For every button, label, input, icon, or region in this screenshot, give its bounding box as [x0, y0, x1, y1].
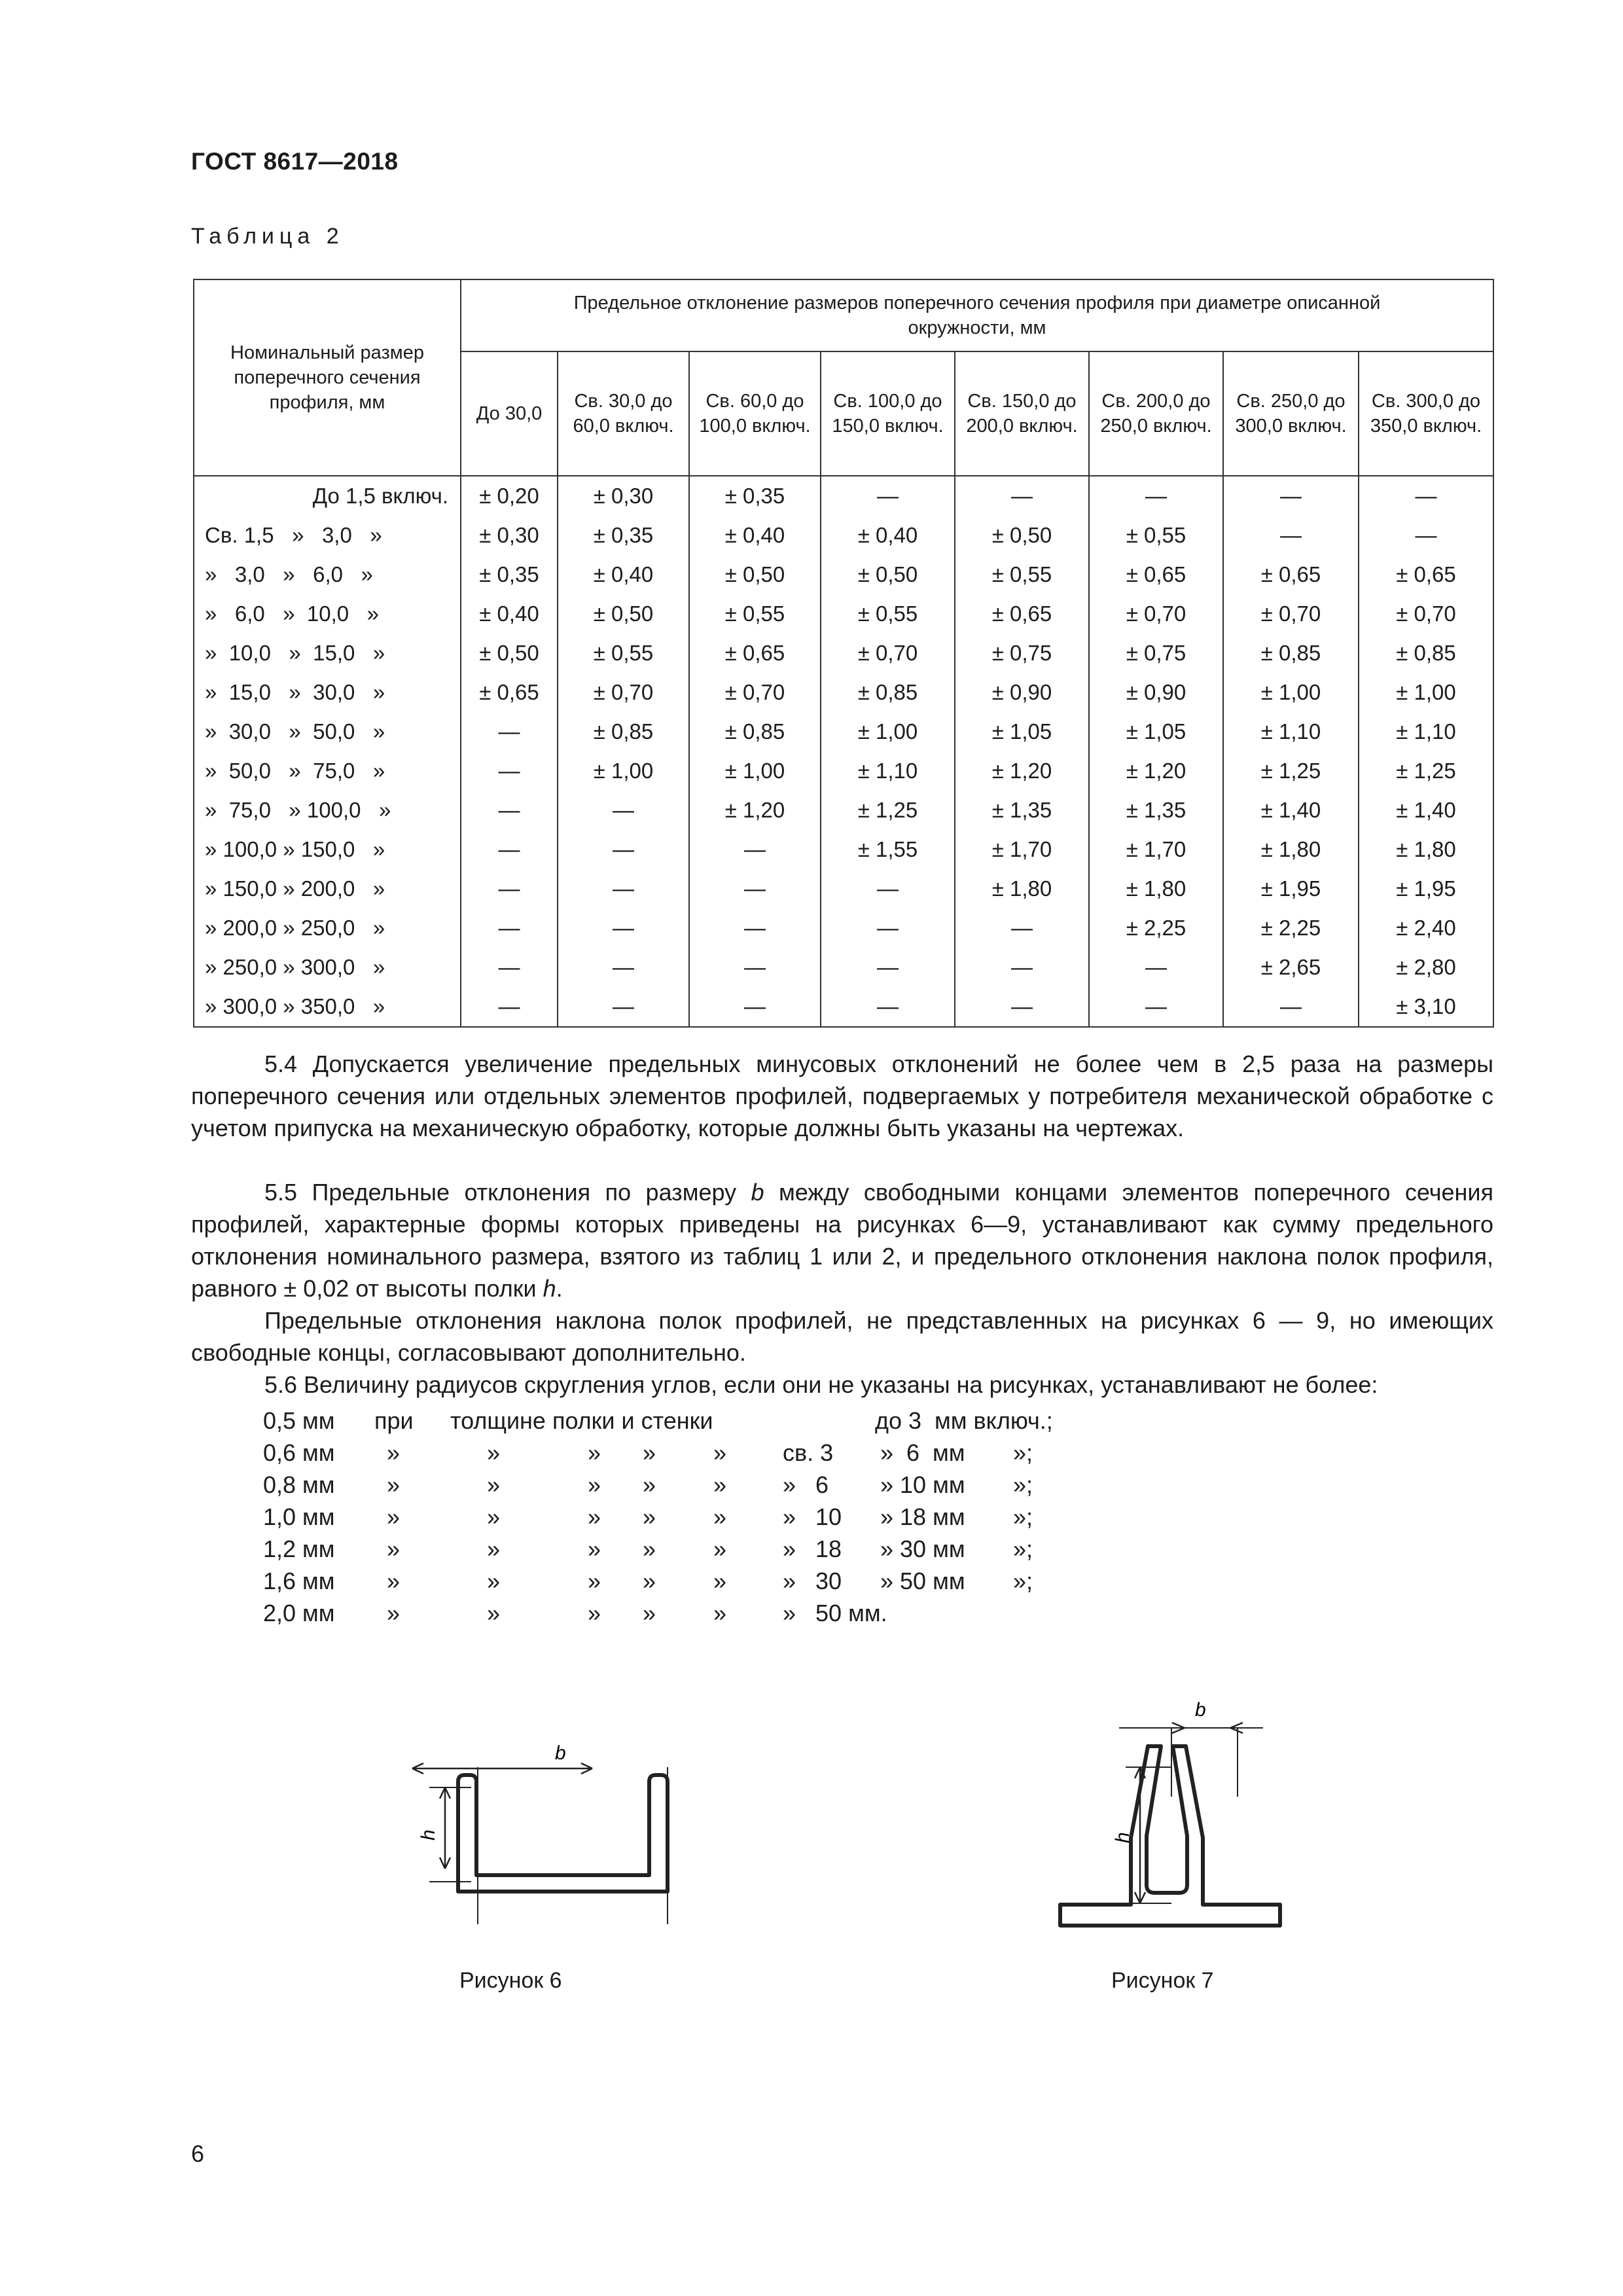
radius-q3: »	[588, 1471, 601, 1498]
table-cell: ± 1,80	[1223, 830, 1359, 869]
table-cell: —	[558, 830, 689, 869]
table-row	[194, 594, 1493, 634]
table-cell: ± 1,80	[1359, 830, 1493, 869]
table-cell: ± 0,50	[689, 555, 821, 594]
table-cell: ± 0,40	[558, 555, 689, 594]
table-cell: ± 1,55	[821, 830, 955, 869]
radius-to: » 30 мм	[880, 1535, 965, 1562]
table-cell: —	[821, 948, 955, 987]
paragraph-5-4	[191, 1048, 1493, 1144]
radius-q4: »	[643, 1503, 656, 1530]
radius-to: » 18 мм	[880, 1503, 965, 1530]
table-cell: —	[461, 751, 558, 791]
radius-r: 0,8 мм	[263, 1471, 335, 1498]
table-cell: ± 0,35	[558, 516, 689, 555]
table-cell: ± 1,20	[689, 791, 821, 830]
row-label: » 200,0 » 250,0 »	[194, 908, 461, 948]
fig7-dim-b: b	[1195, 1699, 1206, 1721]
table-row	[194, 751, 1493, 791]
var-h: h	[543, 1275, 556, 1302]
page-number: 6	[191, 2140, 205, 2167]
table-cell: ± 0,90	[1089, 673, 1223, 712]
paragraph-5-6-text: 5.6 Величину радиусов скругления углов, если они не указаны на рисунках, устанавливают не более:	[264, 1371, 1378, 1398]
table-cell: —	[1223, 476, 1359, 516]
row-label: » 10,0 » 15,0 »	[194, 634, 461, 673]
table-row	[194, 634, 1493, 673]
table-cell: —	[558, 869, 689, 908]
table-cell: ± 1,95	[1359, 869, 1493, 908]
table-row	[194, 476, 1493, 516]
table-cell: ± 0,55	[1089, 516, 1223, 555]
table-cell: ± 0,40	[689, 516, 821, 555]
radius-sv: » 6	[783, 1471, 829, 1498]
fig6-dim-h: h	[418, 1829, 439, 1840]
figure-7-caption: Рисунок 7	[1111, 1968, 1214, 1993]
col-header: До 30,0	[461, 351, 558, 476]
table-cell: ± 0,40	[461, 594, 558, 634]
row-label: » 250,0 » 300,0 »	[194, 948, 461, 987]
table-cell: ± 0,70	[558, 673, 689, 712]
radius-end: »;	[1013, 1503, 1033, 1530]
p55-a: 5.5 Предельные отклонения по размеру	[264, 1179, 737, 1206]
table-cell: ± 1,70	[955, 830, 1089, 869]
table-row	[194, 830, 1493, 869]
table-cell: ± 1,00	[558, 751, 689, 791]
table-cell: ± 0,70	[1223, 594, 1359, 634]
radius-r: 0,6 мм	[263, 1439, 335, 1466]
radius-q5: »	[713, 1503, 727, 1530]
document-header: ГОСТ 8617—2018	[191, 148, 399, 175]
table-cell: ± 0,85	[821, 673, 955, 712]
row-header-title: Номинальный размер поперечного сечения профиля, мм	[194, 279, 461, 476]
table-cell: —	[821, 908, 955, 948]
radius-sv: » 10	[783, 1503, 842, 1530]
table-cell: ± 0,35	[461, 555, 558, 594]
table-cell: —	[689, 987, 821, 1027]
radius-end: »;	[1013, 1439, 1033, 1466]
col-header: Св. 250,0 до 300,0 включ.	[1223, 351, 1359, 476]
table-cell: —	[955, 948, 1089, 987]
paragraph-5-5-2-text: Предельные отклонения наклона полок профилей, не представленных на рисунках 6 — 9, но имеющих свободные концы, согласовывают дополнительно.	[191, 1307, 1493, 1366]
table-cell: ± 0,35	[689, 476, 821, 516]
radius-q4: »	[643, 1568, 656, 1594]
paragraph-5-5	[191, 1176, 1493, 1304]
radius-q2: »	[487, 1439, 501, 1466]
var-b: b	[751, 1179, 764, 1206]
radius-q1: »	[387, 1535, 401, 1562]
radius-q1: »	[387, 1471, 401, 1498]
table-row	[194, 791, 1493, 830]
radius-q5: »	[713, 1600, 727, 1626]
table-cell: ± 0,90	[955, 673, 1089, 712]
row-label: » 30,0 » 50,0 »	[194, 712, 461, 751]
radius-q2: »	[487, 1471, 501, 1498]
table-cell: —	[955, 987, 1089, 1027]
table-cell: —	[1223, 987, 1359, 1027]
table-cell: ± 0,70	[821, 634, 955, 673]
radius-q3: »	[588, 1535, 601, 1562]
table-row	[194, 712, 1493, 751]
table-cell: ± 1,40	[1359, 791, 1493, 830]
table-row	[194, 948, 1493, 987]
table-cell: ± 1,20	[1089, 751, 1223, 791]
table-cell: ± 1,00	[1223, 673, 1359, 712]
col-header: Св. 100,0 до 150,0 включ.	[821, 351, 955, 476]
table-cell: —	[558, 987, 689, 1027]
table-cell: ± 1,05	[955, 712, 1089, 751]
radius-q1: »	[387, 1439, 401, 1466]
radius-q3: »	[588, 1503, 601, 1530]
table-row	[194, 555, 1493, 594]
table-cell: ± 1,40	[1223, 791, 1359, 830]
table-cell: —	[1089, 476, 1223, 516]
radius-r: 1,2 мм	[263, 1535, 335, 1562]
radius-to: » 50 мм	[880, 1568, 965, 1594]
table-cell: ± 0,85	[689, 712, 821, 751]
p55-c: между свободными концами элементов поперечного сечения профилей, характерные формы которых приведены на рисунках 6—9, устанавливают как сумму предельного отклонения номинального размера, взятого из таблиц 1 или 2, и предельного отклонения наклона полок профиля, равного ± 0,02 от высоты полки	[191, 1179, 1493, 1302]
table-cell: —	[955, 476, 1089, 516]
table-row	[194, 987, 1493, 1027]
table-cell: —	[461, 869, 558, 908]
table-cell: ± 2,80	[1359, 948, 1493, 987]
row-label: » 15,0 » 30,0 »	[194, 673, 461, 712]
table-cell: —	[1359, 476, 1493, 516]
table-cell: —	[821, 987, 955, 1027]
table-cell: ± 0,40	[821, 516, 955, 555]
radius-r: 1,0 мм	[263, 1503, 335, 1530]
radius-q3: »	[588, 1568, 601, 1594]
table-cell: ± 1,00	[821, 712, 955, 751]
table-cell: ± 2,25	[1223, 908, 1359, 948]
table-row	[194, 516, 1493, 555]
paragraph-5-4-text: 5.4 Допускается увеличение предельных минусовых отклонений не более чем в 2,5 раза на размеры поперечного сечения или отдельных элементов профилей, подвергаемых у потребителя механической обработке с учетом припуска на механическую обработку, которые должны быть указаны на чертежах.	[191, 1050, 1493, 1141]
table-cell: ± 0,70	[1359, 594, 1493, 634]
table-cell: —	[821, 869, 955, 908]
table-cell: ± 0,75	[955, 634, 1089, 673]
radius-pri: при	[374, 1407, 414, 1434]
paragraph-5-5-2	[191, 1304, 1493, 1369]
row-label: » 100,0 » 150,0 »	[194, 830, 461, 869]
table-cell: ± 0,65	[1359, 555, 1493, 594]
table-row	[194, 673, 1493, 712]
radius-q4: »	[643, 1600, 656, 1626]
table-cell: ± 0,50	[461, 634, 558, 673]
figure-6-caption: Рисунок 6	[459, 1968, 562, 1993]
radius-q2: »	[487, 1503, 501, 1530]
table-cell: —	[461, 987, 558, 1027]
table-cell: —	[461, 712, 558, 751]
table-cell: ± 0,30	[558, 476, 689, 516]
table-cell: ± 2,25	[1089, 908, 1223, 948]
radius-q3: »	[588, 1439, 601, 1466]
table-cell: ± 1,10	[821, 751, 955, 791]
radius-r: 1,6 мм	[263, 1568, 335, 1594]
radius-range: до 3 мм включ.;	[875, 1407, 1053, 1434]
row-label: Св. 1,5 » 3,0 »	[194, 516, 461, 555]
table-cell: ± 0,50	[821, 555, 955, 594]
table-cell: ± 1,20	[955, 751, 1089, 791]
table-cell: ± 0,65	[461, 673, 558, 712]
fig7-dim-h: h	[1112, 1832, 1133, 1843]
table-cell: —	[1223, 516, 1359, 555]
table-cell: ± 2,65	[1223, 948, 1359, 987]
table-cell: ± 0,70	[1089, 594, 1223, 634]
table-cell: ± 0,50	[558, 594, 689, 634]
table-cell: ± 0,55	[955, 555, 1089, 594]
table-cell: ± 0,55	[689, 594, 821, 634]
radius-sv: » 18	[783, 1535, 842, 1562]
radius-q1: »	[387, 1503, 401, 1530]
radius-q4: »	[643, 1471, 656, 1498]
radius-q1: »	[387, 1600, 401, 1626]
table-cell: ± 3,10	[1359, 987, 1493, 1027]
radius-mid: толщине полки и стенки	[450, 1407, 713, 1434]
table-cell: —	[1089, 948, 1223, 987]
radius-q4: »	[643, 1535, 656, 1562]
table-cell: ± 1,35	[955, 791, 1089, 830]
radius-q5: »	[713, 1439, 727, 1466]
table-cell: —	[821, 476, 955, 516]
col-header: Св. 300,0 до 350,0 включ.	[1359, 351, 1493, 476]
table-cell: ± 1,35	[1089, 791, 1223, 830]
radius-q2: »	[487, 1600, 501, 1626]
table-cell: ± 0,85	[558, 712, 689, 751]
table-cell: ± 1,05	[1089, 712, 1223, 751]
table-cell: ± 0,65	[689, 634, 821, 673]
table-caption: Таблица 2	[191, 224, 344, 249]
table-cell: ± 1,10	[1223, 712, 1359, 751]
table-cell: ± 0,85	[1223, 634, 1359, 673]
paragraph-5-6	[191, 1369, 1493, 1401]
table-cell: ± 0,75	[1089, 634, 1223, 673]
table-cell: ± 1,70	[1089, 830, 1223, 869]
table-cell: —	[689, 869, 821, 908]
col-header: Св. 200,0 до 250,0 включ.	[1089, 351, 1223, 476]
table-cell: ± 0,85	[1359, 634, 1493, 673]
radius-to: » 10 мм	[880, 1471, 965, 1498]
radius-q2: »	[487, 1568, 501, 1594]
table-cell: ± 0,55	[821, 594, 955, 634]
table-cell: ± 0,55	[558, 634, 689, 673]
radius-q3: »	[588, 1600, 601, 1626]
tolerance-table	[193, 279, 1494, 1028]
table-cell: ± 1,25	[821, 791, 955, 830]
fig6-dim-b: b	[555, 1742, 566, 1764]
table-cell: —	[461, 908, 558, 948]
table-cell: ± 0,65	[955, 594, 1089, 634]
radius-end: »;	[1013, 1471, 1033, 1498]
radius-end: »;	[1013, 1535, 1033, 1562]
table-cell: ± 1,00	[689, 751, 821, 791]
radius-q1: »	[387, 1568, 401, 1594]
radius-q5: »	[713, 1535, 727, 1562]
table-cell: —	[461, 830, 558, 869]
radius-q4: »	[643, 1439, 656, 1466]
table-cell: —	[955, 908, 1089, 948]
table-cell: —	[689, 948, 821, 987]
table-cell: ± 1,95	[1223, 869, 1359, 908]
table-cell: —	[689, 830, 821, 869]
radius-r: 0,5 мм	[263, 1407, 335, 1434]
table-cell: —	[689, 908, 821, 948]
radius-end: »;	[1013, 1568, 1033, 1594]
table-cell: —	[1359, 516, 1493, 555]
table-cell: ± 1,25	[1359, 751, 1493, 791]
radius-q5: »	[713, 1471, 727, 1498]
col-header: Св. 60,0 до 100,0 включ.	[689, 351, 821, 476]
radius-sv: » 50 мм.	[783, 1600, 887, 1626]
table-cell: ± 0,30	[461, 516, 558, 555]
table-cell: ± 1,80	[1089, 869, 1223, 908]
table-cell: ± 1,10	[1359, 712, 1493, 751]
radius-r: 2,0 мм	[263, 1600, 335, 1626]
table-cell: ± 2,40	[1359, 908, 1493, 948]
table-cell: ± 1,25	[1223, 751, 1359, 791]
table-cell: —	[461, 791, 558, 830]
radius-sv: » 30	[783, 1568, 842, 1594]
table-cell: ± 0,70	[689, 673, 821, 712]
table-row	[194, 869, 1493, 908]
table-cell: ± 1,00	[1359, 673, 1493, 712]
table-cell: —	[558, 791, 689, 830]
radius-sv: св. 3	[783, 1439, 834, 1466]
figure-7-drawing	[1034, 1676, 1335, 1937]
table-cell: —	[558, 948, 689, 987]
row-label: » 300,0 » 350,0 »	[194, 987, 461, 1027]
table-cell: ± 1,80	[955, 869, 1089, 908]
table-row	[194, 908, 1493, 948]
table-cell: ± 0,65	[1223, 555, 1359, 594]
table-cell: —	[461, 948, 558, 987]
row-label: » 6,0 » 10,0 »	[194, 594, 461, 634]
table-cell: —	[1089, 987, 1223, 1027]
group-header: Предельное отклонение размеров поперечного сечения профиля при диаметре описанной окружности, мм	[461, 279, 1493, 351]
row-label: До 1,5 включ.	[194, 476, 461, 516]
p55-e: .	[556, 1275, 563, 1302]
figure-6-drawing	[366, 1676, 733, 1924]
radius-q2: »	[487, 1535, 501, 1562]
table-cell: ± 0,20	[461, 476, 558, 516]
col-header: Св. 150,0 до 200,0 включ.	[955, 351, 1089, 476]
row-label: » 75,0 » 100,0 »	[194, 791, 461, 830]
table-cell: ± 0,50	[955, 516, 1089, 555]
row-label: » 3,0 » 6,0 »	[194, 555, 461, 594]
row-label: » 150,0 » 200,0 »	[194, 869, 461, 908]
row-label: » 50,0 » 75,0 »	[194, 751, 461, 791]
radius-q5: »	[713, 1568, 727, 1594]
table-cell: —	[558, 908, 689, 948]
radius-to: » 6 мм	[880, 1439, 965, 1466]
table-cell: ± 0,65	[1089, 555, 1223, 594]
col-header: Св. 30,0 до 60,0 включ.	[558, 351, 689, 476]
